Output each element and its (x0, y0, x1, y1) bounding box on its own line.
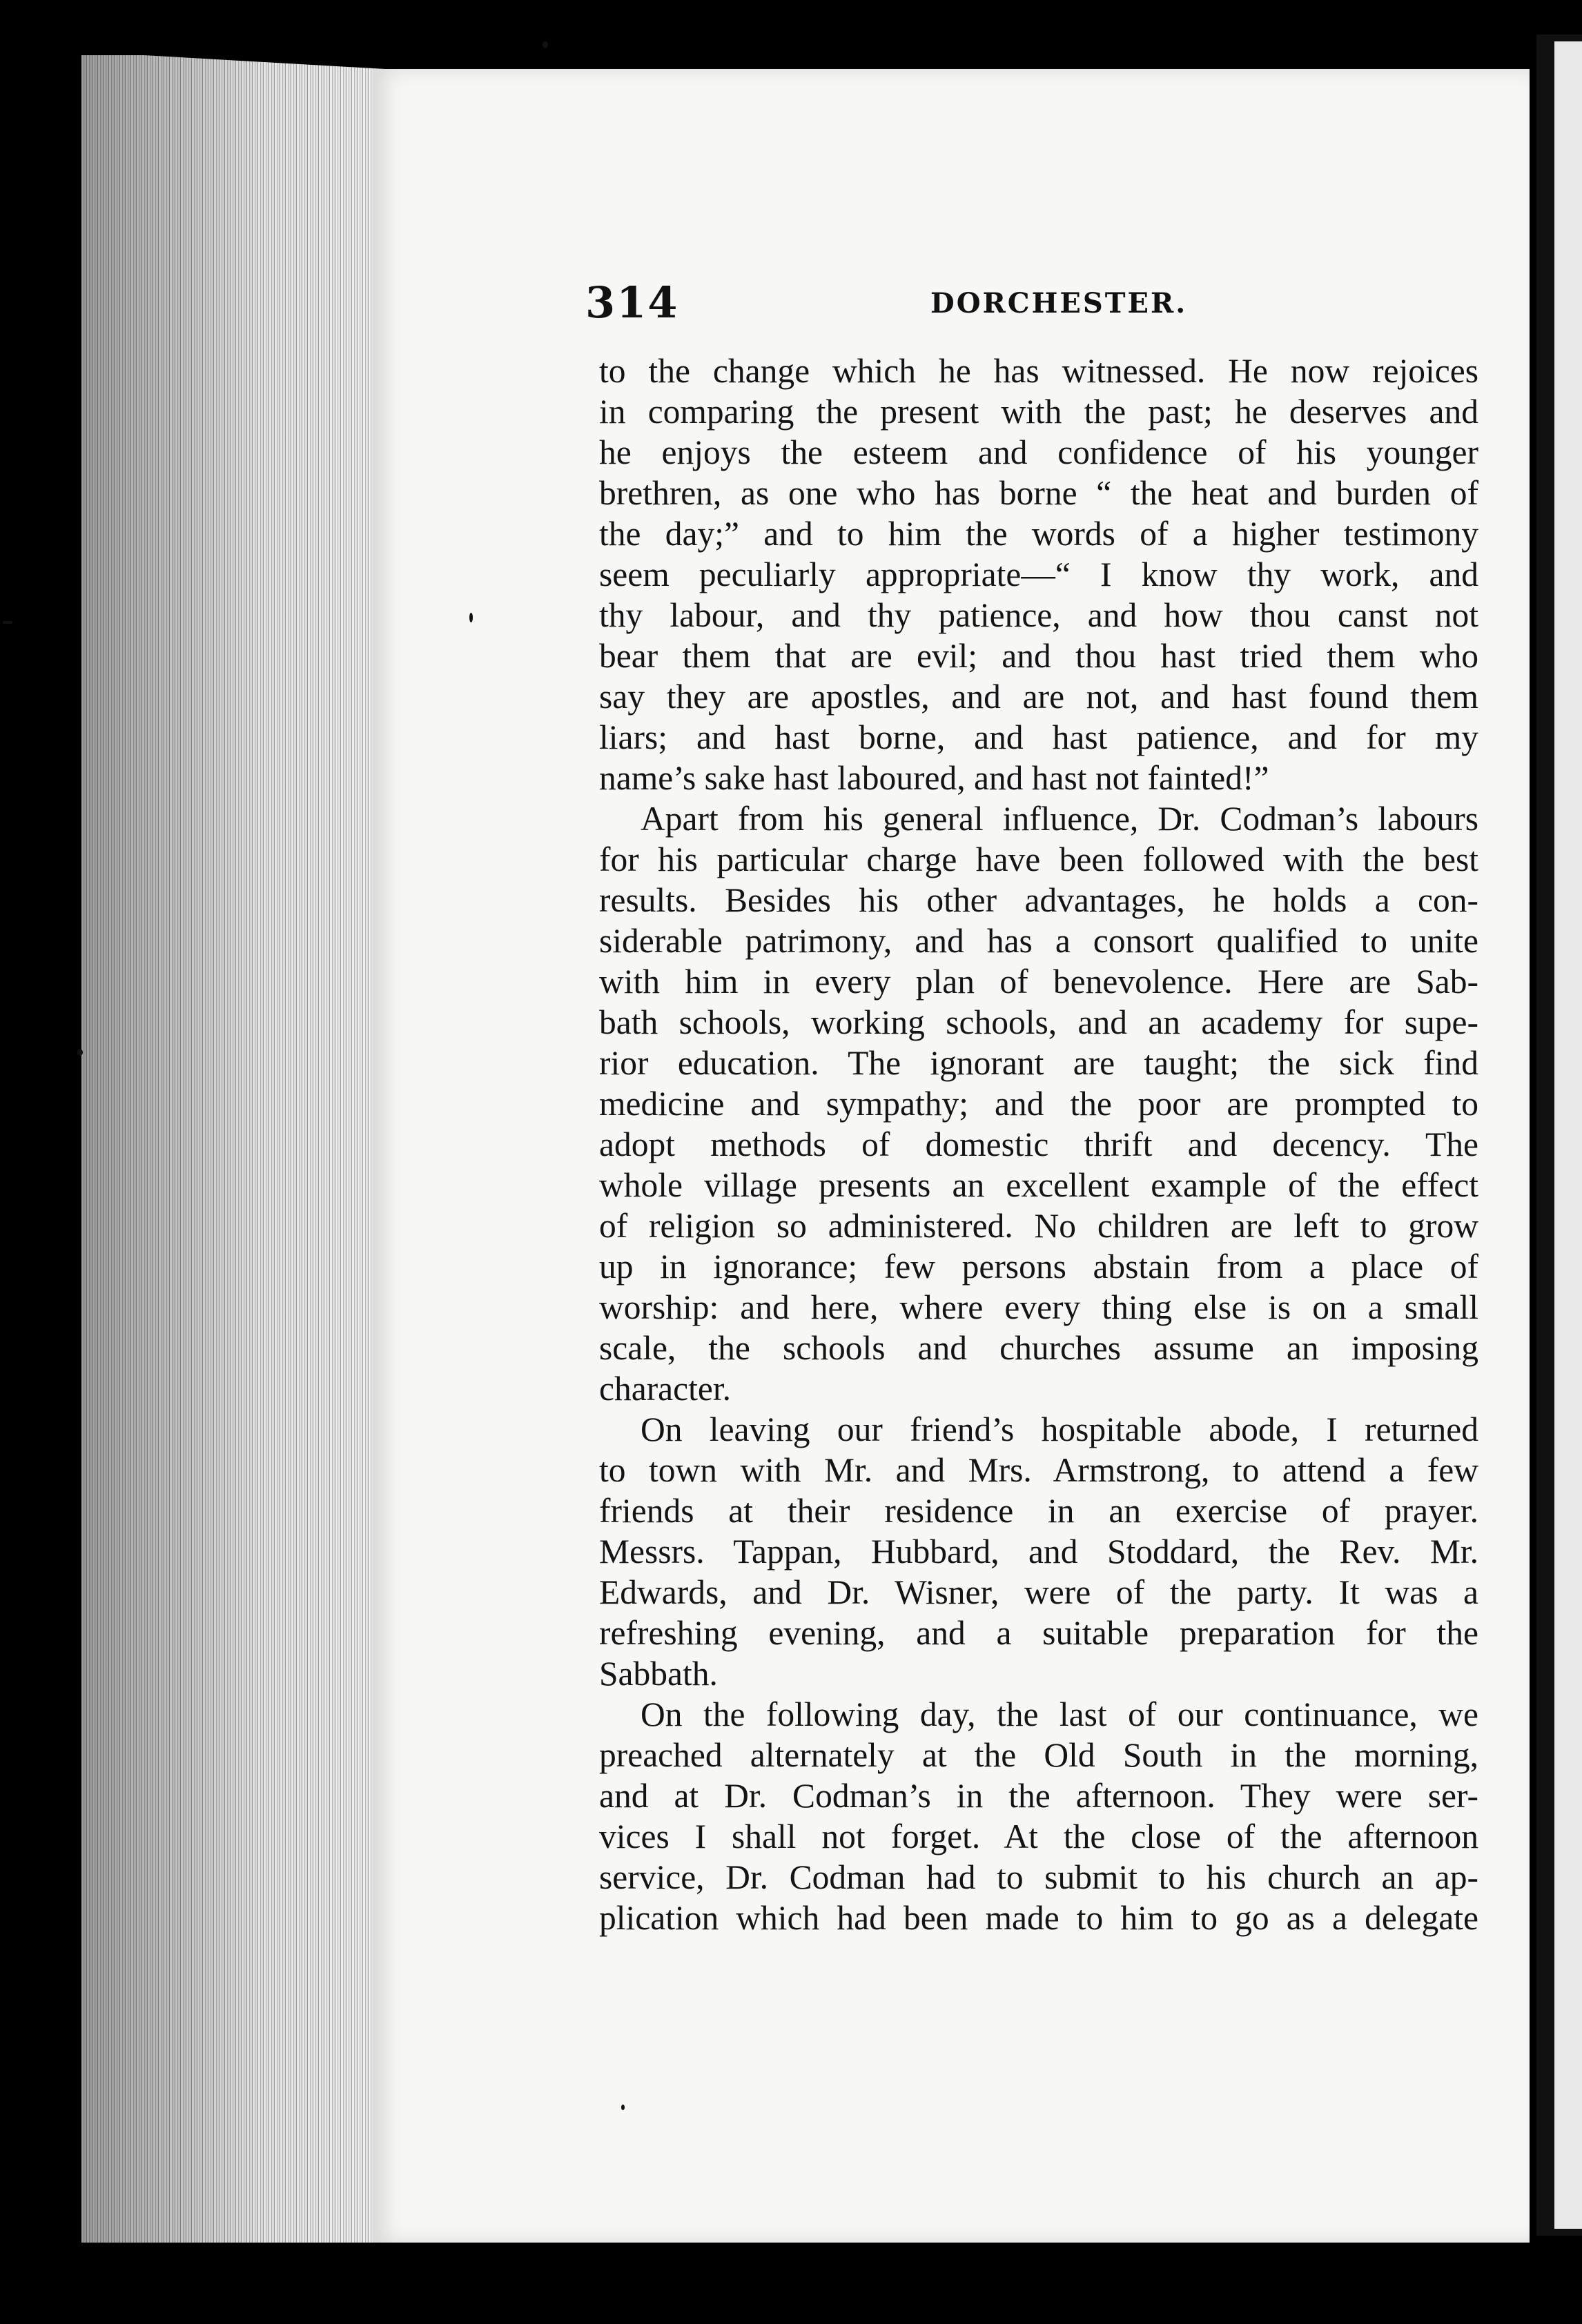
text-line: he enjoys the esteem and confidence of his younger (599, 433, 1478, 471)
paragraph (599, 1694, 1478, 1938)
scan-speck (543, 41, 548, 48)
text-line: brethren, as one who has borne “ the heat and burden of (599, 474, 1478, 512)
paragraph (599, 798, 1478, 1409)
text-line: name’s sake hast laboured, and hast not fainted!” (599, 759, 1269, 797)
text-line: friends at their residence in an exercise of prayer. (599, 1492, 1478, 1530)
scan-speck (3, 621, 12, 624)
text-line: Messrs. Tappan, Hubbard, and Stoddard, the Rev. Mr. (599, 1533, 1478, 1570)
text-line: for his particular charge have been followed with the best (599, 840, 1478, 878)
text-line: bath schools, working schools, and an academy for supe- (599, 1003, 1478, 1041)
body-text (599, 351, 1478, 1938)
text-line: to the change which he has witnessed. He now rejoices (599, 352, 1478, 390)
facing-page-edge (1536, 35, 1582, 2236)
text-line: and at Dr. Codman’s in the afternoon. They were ser- (599, 1777, 1478, 1815)
scan-speck (77, 1049, 83, 1056)
scan-speck (621, 2105, 625, 2110)
text-line: liars; and hast borne, and hast patience, and for my (599, 718, 1478, 756)
paragraph (599, 351, 1478, 798)
page-number: 314 (585, 277, 679, 328)
text-line: worship: and here, where every thing else is on a small (599, 1288, 1478, 1326)
paragraph (599, 1409, 1478, 1694)
text-line: seem peculiarly appropriate—“ I know thy work, and (599, 555, 1478, 593)
text-line: scale, the schools and churches assume an imposing (599, 1329, 1478, 1367)
text-line: On leaving our friend’s hospitable abode, I returned (641, 1410, 1478, 1448)
text-line: whole village presents an excellent example of the effect (599, 1166, 1478, 1204)
text-line: Edwards, and Dr. Wisner, were of the party. It was a (599, 1573, 1478, 1611)
text-line: plication which had been made to him to go as a delegate (599, 1899, 1478, 1937)
text-line: character. (599, 1370, 731, 1408)
text-line: siderable patrimony, and has a consort qualified to unite (599, 922, 1478, 960)
text-line: service, Dr. Codman had to submit to his church an ap- (599, 1858, 1478, 1896)
text-line: bear them that are evil; and thou hast tried them who (599, 637, 1478, 675)
running-head: DORCHESTER. (930, 287, 1188, 319)
scan-speck (469, 613, 473, 622)
text-line: On the following day, the last of our continuance, we (641, 1695, 1478, 1733)
text-line: results. Besides his other advantages, he holds a con- (599, 881, 1478, 919)
text-line: rior education. The ignorant are taught; the sick find (599, 1044, 1478, 1082)
text-line: say they are apostles, and are not, and hast found them (599, 678, 1478, 716)
text-line: in comparing the present with the past; he deserves and (599, 393, 1478, 431)
text-line: vices I shall not forget. At the close of the afternoon (599, 1818, 1478, 1855)
text-line: of religion so administered. No children are left to grow (599, 1207, 1478, 1245)
text-line: with him in every plan of benevolence. Here are Sab- (599, 963, 1478, 1001)
text-line: medicine and sympathy; and the poor are prompted to (599, 1085, 1478, 1123)
text-line: Sabbath. (599, 1655, 718, 1693)
text-line: up in ignorance; few persons abstain from a place of (599, 1248, 1478, 1286)
text-line: to town with Mr. and Mrs. Armstrong, to attend a few (599, 1451, 1478, 1489)
page-header (585, 277, 1483, 333)
text-line: the day;” and to him the words of a higher testimony (599, 515, 1478, 553)
page-edges-shadow (81, 55, 385, 2243)
text-line: thy labour, and thy patience, and how thou canst not (599, 596, 1478, 634)
text-line: preached alternately at the Old South in the morning, (599, 1736, 1478, 1774)
text-line: refreshing evening, and a suitable preparation for the (599, 1614, 1478, 1652)
text-line: adopt methods of domestic thrift and decency. The (599, 1125, 1478, 1163)
text-line: Apart from his general influence, Dr. Codman’s labours (641, 800, 1478, 838)
